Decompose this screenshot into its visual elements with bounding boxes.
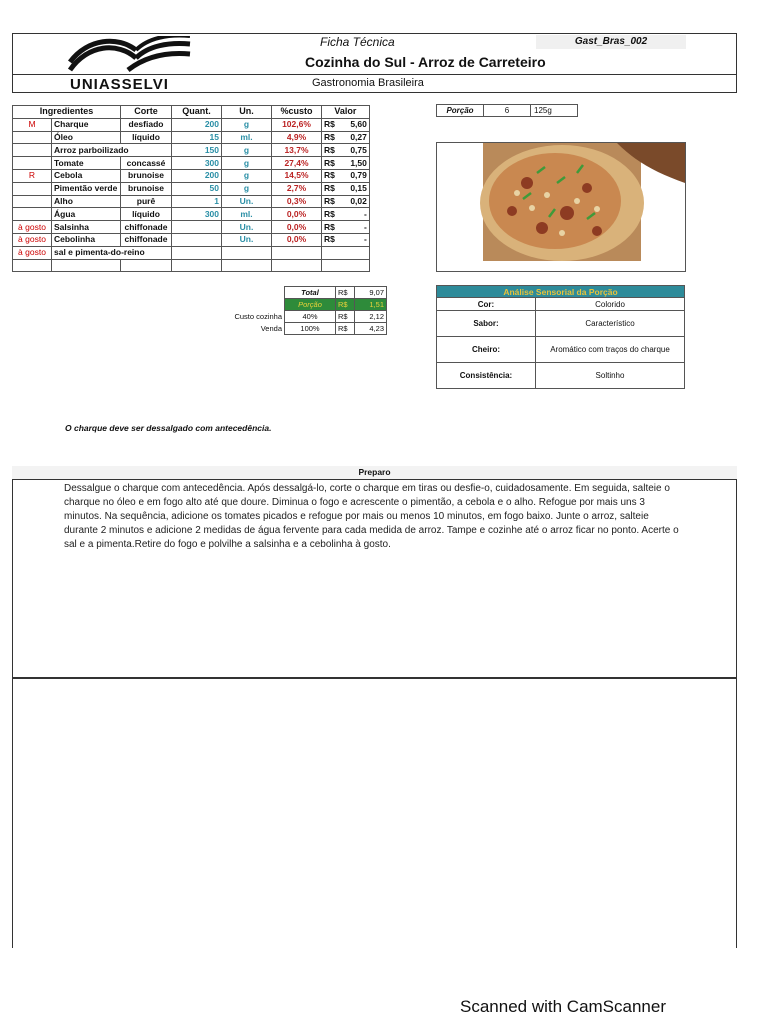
ingredient-un-cell [222,246,272,259]
table-row [13,131,370,144]
ingredient-val-cell: 0,02 [337,195,370,208]
ingredient-name-cell: Pimentão verde [52,182,121,195]
ingredient-mark-cell [13,182,52,195]
ingredient-name-cell: sal e pimenta-do-reino [52,246,172,259]
logo-text: UNIASSELVI [70,76,169,93]
col-header-corte: Corte [121,106,172,119]
sensory-table [436,285,685,389]
ingredient-corte-cell: brunoise [121,182,172,195]
sensory-row [437,311,685,337]
table-row [13,157,370,170]
sensory-label: Cheiro: [437,337,536,363]
ingredient-mark-cell [13,144,52,157]
ingredient-un-cell: g [222,144,272,157]
table-row [13,144,370,157]
ingredient-un-cell: g [222,182,272,195]
portion-weight: 125g [531,105,578,117]
venda-pct: 100% [285,323,336,335]
ingredient-qt-cell: 50 [172,182,222,195]
sensory-label: Sabor: [437,311,536,337]
sensory-title: Análise Sensorial da Porção [437,286,685,298]
table-row [13,208,370,221]
ingredient-val-cell: - [337,221,370,234]
custo-cozinha-label: Custo cozinha [234,311,282,321]
ingredient-rs-cell: R$ [322,221,337,234]
ingredient-mark-cell: M [13,118,52,131]
ingredient-mark-cell [13,195,52,208]
ingredient-pct-cell: 0,0% [272,208,322,221]
ingredient-rs-cell: R$ [322,131,337,144]
sensory-value: Aromático com traços do charque [536,337,685,363]
table-row [13,195,370,208]
ingredient-mark-cell: à gosto [13,221,52,234]
table-row [13,118,370,131]
ingredient-name-cell: Cebolinha [52,233,121,246]
ingredient-mark-cell [13,208,52,221]
sensory-label: Cor: [437,298,536,311]
ingredient-qt-cell [172,246,222,259]
ingredient-pct-cell [272,246,322,259]
ingredient-name-cell: Charque [52,118,121,131]
venda-currency: R$ [336,323,355,335]
custo-cozinha-value: 2,12 [355,311,387,323]
ingredient-name-cell: Tomate [52,157,121,170]
ingredient-un-cell: g [222,169,272,182]
ingredient-rs-cell: R$ [322,182,337,195]
ingredient-pct-cell: 0,3% [272,195,322,208]
sensory-label: Consistência: [437,363,536,389]
ingredient-un-cell: g [222,157,272,170]
portion-label: Porção [437,105,484,117]
ingredient-val-cell: 0,15 [337,182,370,195]
ingredient-un-cell: Un. [222,221,272,234]
ingredient-corte-cell: brunoise [121,169,172,182]
porcao-cost-value: 1,51 [355,299,387,311]
col-header-ingredientes: Ingredientes [13,106,121,119]
ingredient-rs-cell: R$ [322,208,337,221]
ingredient-corte-cell: líquido [121,131,172,144]
total-currency: R$ [336,287,355,299]
portion-table [436,104,578,117]
ingredient-name-cell: Alho [52,195,121,208]
ingredient-qt-cell: 200 [172,118,222,131]
total-label: Total [285,287,336,299]
sensory-header-row [437,286,685,298]
ingredient-corte-cell [121,259,172,272]
porcao-cost-label: Porção [285,299,336,311]
ingredient-qt-cell [172,233,222,246]
ingredient-corte-cell: chiffonade [121,233,172,246]
ingredient-val-cell [337,246,370,259]
table-row [13,246,370,259]
venda-row [230,323,387,335]
sensory-value: Característico [536,311,685,337]
custo-cozinha-currency: R$ [336,311,355,323]
dish-photo [436,142,686,272]
preparo-text: Dessalgue o charque com antecedência. Após dessalgá-lo, corte o charque em tiras ou desfie-o, cuidadosamente. Em seguida, salteie o charque no óleo e em fogo alto até que doure. Diminua o fogo e acrescente o pimentão, a cebola e o alho. Refogue por mais uns 3 minutos. Na sequência, adicione os tomates picados e refogue por mais ou menos 10 minutos, em fogo baixo. Junte o arroz, salteie durante 2 minutos e adicione 2 medidas de água fervente para cada medida de arroz. Tampe e cozinhe até o arroz ficar no ponto. Acerte o sal e a pimenta.Retire do fogo e polvilhe a salsinha e a cebolinha à gosto. [64,483,679,550]
table-row [13,169,370,182]
ingredient-rs-cell: R$ [322,118,337,131]
ingredient-rs-cell: R$ [322,169,337,182]
scanner-watermark: Scanned with CamScanner [460,997,667,1016]
ingredient-mark-cell [13,259,52,272]
portion-row [437,105,578,117]
ingredient-val-cell [337,259,370,272]
venda-value: 4,23 [355,323,387,335]
ingredient-un-cell: Un. [222,233,272,246]
venda-label: Venda [260,323,282,333]
ingredient-mark-cell [13,131,52,144]
porcao-cost-row [230,299,387,311]
ingredient-pct-cell: 0,0% [272,233,322,246]
ingredient-corte-cell: desfiado [121,118,172,131]
ingredient-qt-cell: 150 [172,144,222,157]
ingredient-name-cell: Água [52,208,121,221]
ingredient-val-cell: 0,75 [337,144,370,157]
ingredient-qt-cell [172,259,222,272]
col-header-valor: Valor [322,106,370,119]
ingredient-qt-cell: 15 [172,131,222,144]
ingredient-val-cell: 0,27 [337,131,370,144]
table-row [13,221,370,234]
ingredient-pct-cell: 4,9% [272,131,322,144]
ingredient-qt-cell: 1 [172,195,222,208]
ingredient-un-cell: Un. [222,195,272,208]
ingredient-val-cell: 1,50 [337,157,370,170]
sensory-row [437,337,685,363]
blank-area-box [12,678,737,948]
porcao-cost-currency: R$ [336,299,355,311]
ingredient-rs-cell: R$ [322,195,337,208]
col-header-un: Un. [222,106,272,119]
sensory-row [437,298,685,311]
ingredient-pct-cell: 27,4% [272,157,322,170]
doc-code: Gast_Bras_002 [536,35,686,49]
ingredient-pct-cell: 13,7% [272,144,322,157]
ingredient-name-cell: Óleo [52,131,121,144]
ingredient-val-cell: 5,60 [337,118,370,131]
ingredient-val-cell: - [337,233,370,246]
table-row [13,182,370,195]
table-header-row [13,106,370,119]
ingredient-pct-cell: 0,0% [272,221,322,234]
ingredient-rs-cell: R$ [322,157,337,170]
ingredient-rs-cell: R$ [322,144,337,157]
total-row [230,287,387,299]
ingredient-un-cell: ml. [222,131,272,144]
ingredient-val-cell: - [337,208,370,221]
ingredient-un-cell [222,259,272,272]
doc-type: Ficha Técnica [320,35,395,49]
ingredient-corte-cell: purê [121,195,172,208]
col-header-custo: %custo [272,106,322,119]
header-divider [12,74,737,75]
page-title: Cozinha do Sul - Arroz de Carreteiro [305,54,546,70]
logo-mark-icon [18,36,198,76]
table-row [13,233,370,246]
ingredient-rs-cell: R$ [322,233,337,246]
ingredient-name-cell [52,259,121,272]
preparo-title: Preparo [12,466,737,480]
ingredient-corte-cell: concassé [121,157,172,170]
prep-note: O charque deve ser dessalgado com antecedência. [65,423,272,433]
table-row [13,259,370,272]
col-header-quant: Quant. [172,106,222,119]
page-subtitle: Gastronomia Brasileira [312,77,424,89]
sensory-value: Soltinho [536,363,685,389]
ingredient-name-cell: Arroz parboilizado [52,144,172,157]
ingredient-corte-cell: chiffonade [121,221,172,234]
custo-cozinha-pct: 40% [285,311,336,323]
ingredient-pct-cell: 14,5% [272,169,322,182]
portion-count: 6 [484,105,531,117]
ingredient-qt-cell: 300 [172,157,222,170]
ingredient-rs-cell [322,246,337,259]
ingredient-val-cell: 0,79 [337,169,370,182]
uniasselvi-logo [18,36,198,92]
total-value: 9,07 [355,287,387,299]
totals-table [230,286,387,335]
ingredient-pct-cell [272,259,322,272]
ingredient-name-cell: Salsinha [52,221,121,234]
dish-image [437,143,685,271]
ingredient-un-cell: ml. [222,208,272,221]
ingredient-qt-cell: 300 [172,208,222,221]
sensory-row [437,363,685,389]
ingredient-mark-cell [13,157,52,170]
ingredient-mark-cell: à gosto [13,233,52,246]
ingredient-mark-cell: à gosto [13,246,52,259]
ingredient-rs-cell [322,259,337,272]
ingredient-qt-cell: 200 [172,169,222,182]
ingredient-pct-cell: 102,6% [272,118,322,131]
sensory-value: Colorido [536,298,685,311]
ingredient-name-cell: Cebola [52,169,121,182]
ingredient-un-cell: g [222,118,272,131]
ingredient-corte-cell: líquido [121,208,172,221]
custo-cozinha-row [230,311,387,323]
ingredients-table [12,105,370,272]
ingredient-qt-cell [172,221,222,234]
ingredient-pct-cell: 2,7% [272,182,322,195]
ingredient-mark-cell: R [13,169,52,182]
